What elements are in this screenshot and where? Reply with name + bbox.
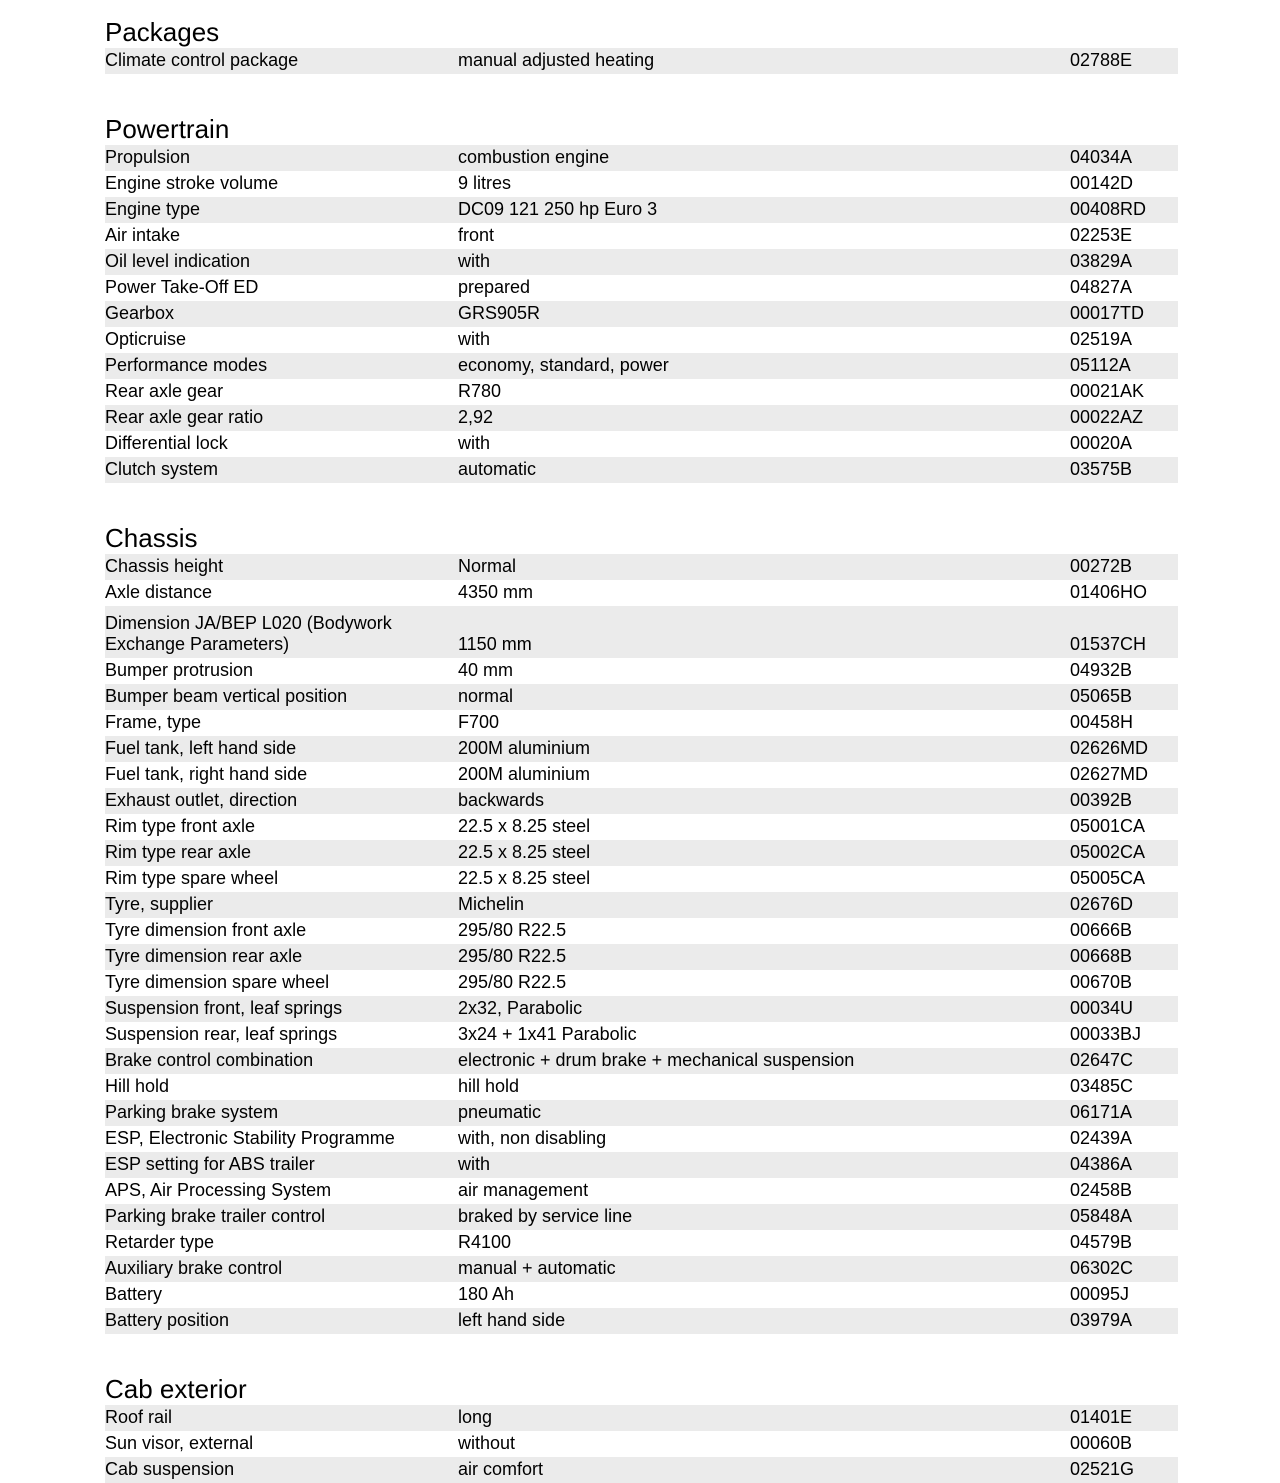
- spec-row: [105, 840, 1178, 866]
- spec-value: prepared: [458, 277, 531, 297]
- spec-value: 2,92: [458, 407, 494, 427]
- spec-value: 200M aluminium: [458, 764, 591, 784]
- spec-name: Frame, type: [105, 712, 202, 732]
- spec-row: [105, 1152, 1178, 1178]
- spec-row: [105, 554, 1178, 580]
- spec-name: Exhaust outlet, direction: [105, 790, 298, 810]
- spec-name: Gearbox: [105, 303, 175, 323]
- spec-name: Opticruise: [105, 329, 187, 349]
- spec-code: 05001CA: [1070, 816, 1146, 836]
- spec-name: Cab suspension: [105, 1459, 235, 1479]
- spec-name: Hill hold: [105, 1076, 170, 1096]
- spec-value: backwards: [458, 790, 545, 810]
- section-title: Cab exterior: [105, 1374, 247, 1404]
- spec-code: 02788E: [1070, 50, 1133, 70]
- spec-value: 22.5 x 8.25 steel: [458, 868, 591, 888]
- spec-name: ESP, Electronic Stability Programme: [105, 1128, 395, 1148]
- spec-row: [105, 788, 1178, 814]
- spec-row: [105, 379, 1178, 405]
- spec-name: Dimension JA/BEP L020 (Bodywork Exchange Parameters): [105, 613, 392, 654]
- spec-code: 04386A: [1070, 1154, 1133, 1174]
- section-packages: [105, 17, 1178, 114]
- spec-code: 02439A: [1070, 1128, 1133, 1148]
- spec-row: [105, 1126, 1178, 1152]
- spec-value: with: [458, 329, 491, 349]
- spec-value: economy, standard, power: [458, 355, 669, 375]
- spec-code: 01401E: [1070, 1407, 1133, 1427]
- spec-value: 295/80 R22.5: [458, 946, 567, 966]
- spec-code: 02626MD: [1070, 738, 1149, 758]
- spec-name: ESP setting for ABS trailer: [105, 1154, 315, 1174]
- spec-table: [105, 48, 1178, 74]
- spec-row: [105, 1431, 1178, 1457]
- spec-name: Propulsion: [105, 147, 191, 167]
- spec-name: Air intake: [105, 225, 181, 245]
- spec-name: Roof rail: [105, 1407, 173, 1427]
- spec-value: F700: [458, 712, 500, 732]
- spec-code: 00458H: [1070, 712, 1134, 732]
- spec-name: Bumper protrusion: [105, 660, 254, 680]
- spec-code: 00142D: [1070, 173, 1134, 193]
- spec-code: 05848A: [1070, 1206, 1133, 1226]
- spec-value: air comfort: [458, 1459, 544, 1479]
- spec-code: 04932B: [1070, 660, 1133, 680]
- spec-code: 03979A: [1070, 1310, 1133, 1330]
- spec-row: [105, 1230, 1178, 1256]
- spec-value: braked by service line: [458, 1206, 633, 1226]
- spec-name: Suspension rear, leaf springs: [105, 1024, 338, 1044]
- spec-value: without: [458, 1433, 516, 1453]
- spec-code: 05112A: [1070, 355, 1131, 375]
- spec-row: [105, 1256, 1178, 1282]
- spec-code: 04034A: [1070, 147, 1133, 167]
- spec-row: [105, 1074, 1178, 1100]
- spec-code: 05002CA: [1070, 842, 1146, 862]
- spec-code: 00666B: [1070, 920, 1133, 940]
- spec-value: 200M aluminium: [458, 738, 591, 758]
- spec-code: 02676D: [1070, 894, 1134, 914]
- spec-code: 00408RD: [1070, 199, 1147, 219]
- spec-row: [105, 684, 1178, 710]
- spec-row: [105, 996, 1178, 1022]
- spec-value: 22.5 x 8.25 steel: [458, 816, 591, 836]
- spec-row: [105, 171, 1178, 197]
- spec-name: APS, Air Processing System: [105, 1180, 332, 1200]
- spec-code: 05065B: [1070, 686, 1133, 706]
- spec-name: Parking brake system: [105, 1102, 279, 1122]
- spec-row: [105, 1100, 1178, 1126]
- spec-row: [105, 431, 1178, 457]
- spec-code: 00095J: [1070, 1284, 1130, 1304]
- spec-row: [105, 1282, 1178, 1308]
- spec-row: [105, 944, 1178, 970]
- spec-code: 04579B: [1070, 1232, 1133, 1252]
- spec-name: Sun visor, external: [105, 1433, 254, 1453]
- spec-code: 00670B: [1070, 972, 1133, 992]
- spec-row: [105, 1405, 1178, 1431]
- spec-value: air management: [458, 1180, 589, 1200]
- spec-code: 06171A: [1070, 1102, 1133, 1122]
- spec-name: Rim type spare wheel: [105, 868, 279, 888]
- section-cab-exterior: [105, 1374, 1178, 1483]
- spec-row: [105, 353, 1178, 379]
- spec-row: [105, 301, 1178, 327]
- spec-code: 02521G: [1070, 1459, 1135, 1479]
- section-title: Powertrain: [105, 114, 230, 144]
- spec-code: 04827A: [1070, 277, 1133, 297]
- spec-row: [105, 48, 1178, 74]
- spec-value: Normal: [458, 556, 517, 576]
- spec-code: 01406HO: [1070, 582, 1148, 602]
- spec-name: Engine type: [105, 199, 201, 219]
- spec-name: Tyre dimension rear axle: [105, 946, 303, 966]
- spec-row: [105, 970, 1178, 996]
- spec-name: Differential lock: [105, 433, 228, 453]
- spec-row: [105, 457, 1178, 483]
- spec-name: Tyre dimension front axle: [105, 920, 307, 940]
- spec-name: Bumper beam vertical position: [105, 686, 348, 706]
- spec-value: with: [458, 1154, 491, 1174]
- spec-code: 03829A: [1070, 251, 1133, 271]
- spec-value: front: [458, 225, 495, 245]
- spec-name: Rim type rear axle: [105, 842, 252, 862]
- spec-row: [105, 1204, 1178, 1230]
- spec-row: [105, 762, 1178, 788]
- spec-row: [105, 223, 1178, 249]
- spec-row: [105, 327, 1178, 353]
- spec-value: left hand side: [458, 1310, 566, 1330]
- spec-row: [105, 249, 1178, 275]
- spec-value: 180 Ah: [458, 1284, 515, 1304]
- spec-value: automatic: [458, 459, 537, 479]
- spec-code: 00392B: [1070, 790, 1133, 810]
- spec-row: [105, 606, 1178, 658]
- spec-row: [105, 1308, 1178, 1334]
- spec-code: 00020A: [1070, 433, 1133, 453]
- section-powertrain: [105, 114, 1178, 523]
- spec-name: Performance modes: [105, 355, 268, 375]
- spec-value: 1150 mm: [458, 634, 532, 654]
- spec-code: 00033BJ: [1070, 1024, 1142, 1044]
- spec-name: Parking brake trailer control: [105, 1206, 326, 1226]
- section-spacer: [105, 483, 1178, 523]
- spec-value: 40 mm: [458, 660, 514, 680]
- spec-value: manual + automatic: [458, 1258, 616, 1278]
- spec-name: Retarder type: [105, 1232, 215, 1252]
- spec-table: [105, 554, 1178, 1334]
- spec-row: [105, 710, 1178, 736]
- spec-name: Climate control package: [105, 50, 299, 70]
- spec-value: GRS905R: [458, 303, 541, 323]
- spec-code: 00272B: [1070, 556, 1133, 576]
- spec-name: Rim type front axle: [105, 816, 256, 836]
- spec-value: with: [458, 251, 491, 271]
- spec-value: 2x32, Parabolic: [458, 998, 583, 1018]
- spec-value: hill hold: [458, 1076, 520, 1096]
- spec-code: 00034U: [1070, 998, 1134, 1018]
- spec-code: 00060B: [1070, 1433, 1133, 1453]
- spec-code: 00022AZ: [1070, 407, 1144, 427]
- specification-document: [105, 17, 1178, 1483]
- spec-name: Rear axle gear: [105, 381, 224, 401]
- spec-row: [105, 197, 1178, 223]
- spec-name: Oil level indication: [105, 251, 251, 271]
- spec-value: 295/80 R22.5: [458, 972, 567, 992]
- spec-row: [105, 1022, 1178, 1048]
- spec-row: [105, 736, 1178, 762]
- spec-value: DC09 121 250 hp Euro 3: [458, 199, 658, 219]
- spec-code: 02627MD: [1070, 764, 1149, 784]
- spec-value: pneumatic: [458, 1102, 542, 1122]
- spec-table: [105, 145, 1178, 483]
- spec-code: 03575B: [1070, 459, 1133, 479]
- spec-row: [105, 1178, 1178, 1204]
- spec-name: Clutch system: [105, 459, 219, 479]
- spec-code: 00017TD: [1070, 303, 1145, 323]
- spec-value: long: [458, 1407, 493, 1427]
- section-spacer: [105, 1334, 1178, 1374]
- spec-code: 02647C: [1070, 1050, 1134, 1070]
- spec-name: Fuel tank, left hand side: [105, 738, 297, 758]
- spec-row: [105, 866, 1178, 892]
- spec-value: with: [458, 433, 491, 453]
- spec-value: 9 litres: [458, 173, 512, 193]
- spec-row: [105, 580, 1178, 606]
- spec-value: R4100: [458, 1232, 512, 1252]
- spec-code: 06302C: [1070, 1258, 1134, 1278]
- spec-name: Engine stroke volume: [105, 173, 279, 193]
- spec-row: [105, 814, 1178, 840]
- spec-value: R780: [458, 381, 502, 401]
- spec-name: Axle distance: [105, 582, 213, 602]
- spec-row: [105, 1048, 1178, 1074]
- spec-value: 4350 mm: [458, 582, 534, 602]
- spec-row: [105, 918, 1178, 944]
- spec-row: [105, 1457, 1178, 1483]
- spec-code: 02458B: [1070, 1180, 1133, 1200]
- spec-value: 22.5 x 8.25 steel: [458, 842, 591, 862]
- spec-table: [105, 1405, 1178, 1483]
- spec-value: electronic + drum brake + mechanical suspension: [458, 1050, 855, 1070]
- spec-name: Rear axle gear ratio: [105, 407, 264, 427]
- spec-value: manual adjusted heating: [458, 50, 655, 70]
- spec-name: Brake control combination: [105, 1050, 314, 1070]
- spec-name: Chassis height: [105, 556, 224, 576]
- section-title: Packages: [105, 17, 220, 47]
- spec-code: 00021AK: [1070, 381, 1145, 401]
- spec-name: Power Take-Off ED: [105, 277, 259, 297]
- spec-name: Battery: [105, 1284, 163, 1304]
- spec-name: Tyre, supplier: [105, 894, 214, 914]
- spec-row: [105, 892, 1178, 918]
- spec-name: Fuel tank, right hand side: [105, 764, 308, 784]
- spec-row: [105, 405, 1178, 431]
- spec-row: [105, 145, 1178, 171]
- spec-code: 02519A: [1070, 329, 1133, 349]
- spec-row: [105, 658, 1178, 684]
- spec-value: normal: [458, 686, 514, 706]
- spec-value: Michelin: [458, 894, 525, 914]
- spec-value: combustion engine: [458, 147, 610, 167]
- section-title: Chassis: [105, 523, 198, 553]
- spec-name: Battery position: [105, 1310, 230, 1330]
- spec-name: Suspension front, leaf springs: [105, 998, 343, 1018]
- spec-code: 05005CA: [1070, 868, 1146, 888]
- spec-name: Auxiliary brake control: [105, 1258, 283, 1278]
- spec-row: [105, 275, 1178, 301]
- spec-code: 00668B: [1070, 946, 1133, 966]
- section-spacer: [105, 74, 1178, 114]
- spec-value: with, non disabling: [458, 1128, 607, 1148]
- spec-code: 01537CH: [1070, 634, 1147, 654]
- section-chassis: [105, 523, 1178, 1374]
- spec-name: Tyre dimension spare wheel: [105, 972, 330, 992]
- spec-value: 295/80 R22.5: [458, 920, 567, 940]
- spec-code: 03485C: [1070, 1076, 1134, 1096]
- spec-code: 02253E: [1070, 225, 1133, 245]
- spec-value: 3x24 + 1x41 Parabolic: [458, 1024, 637, 1044]
